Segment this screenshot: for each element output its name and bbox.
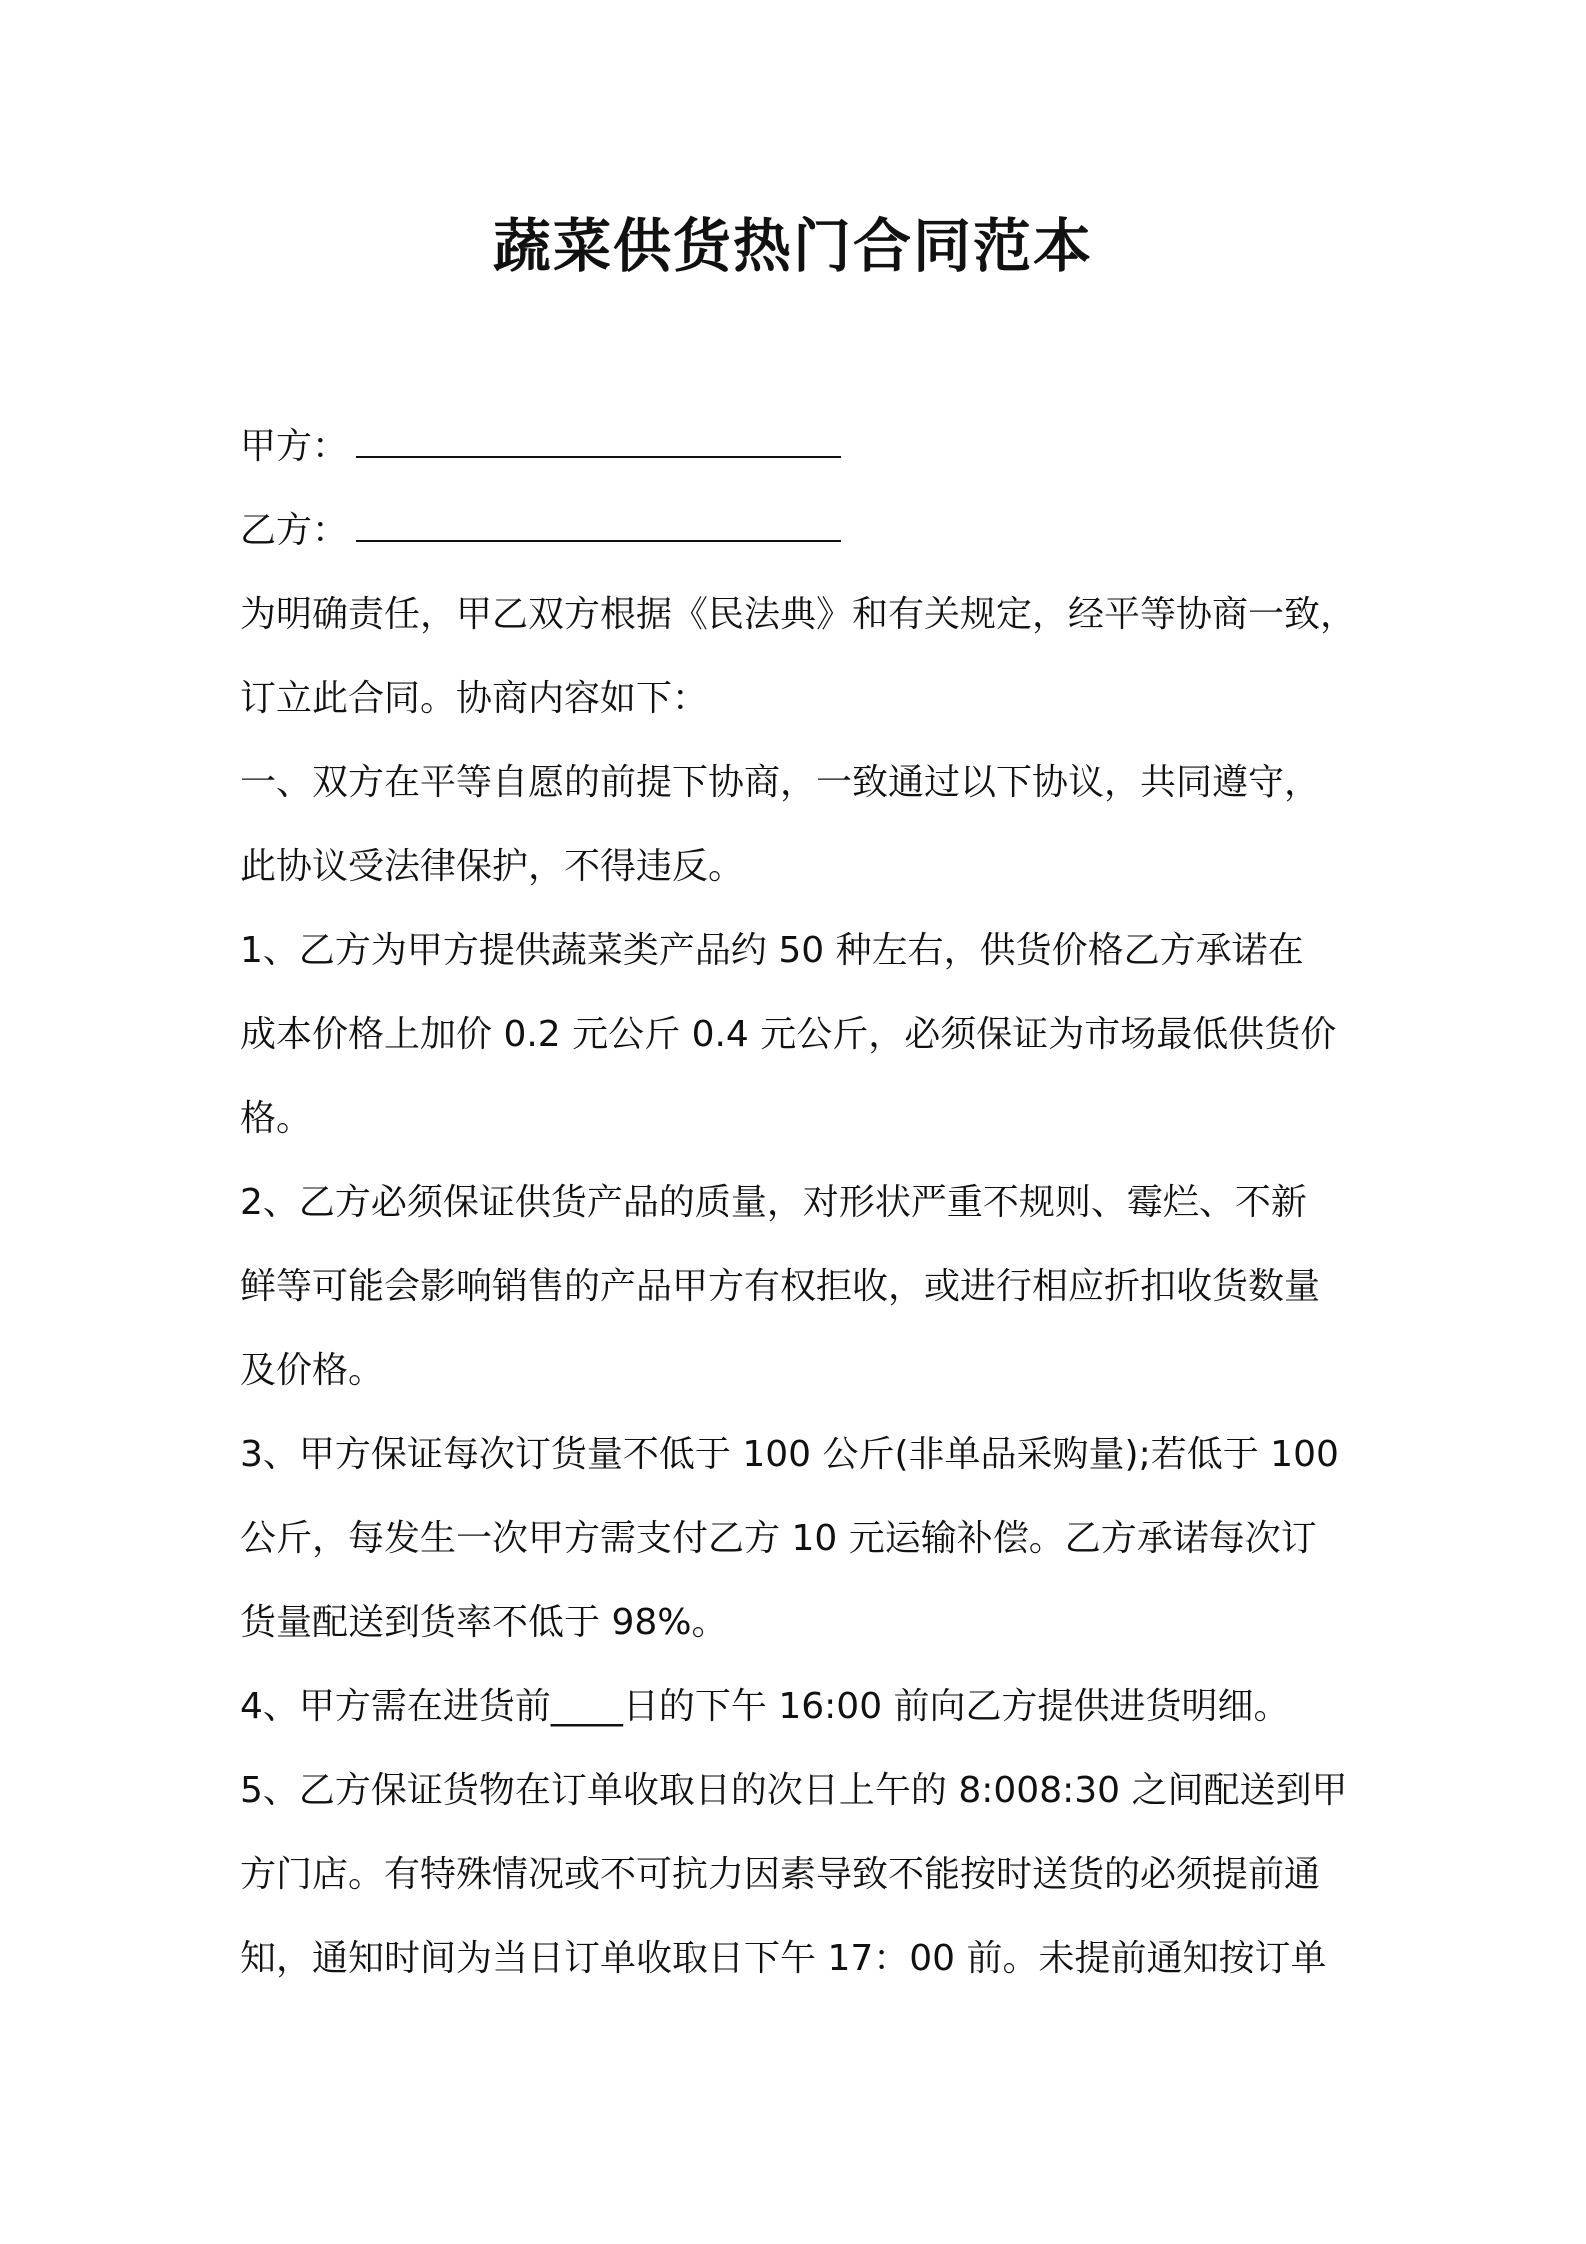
party-a-line [240, 405, 1360, 489]
paragraph-line: 3、甲方保证每次订货量不低于 100 公斤(非单品采购量);若低于 100 [240, 1434, 1339, 1475]
party-a-blank [356, 422, 841, 458]
paragraph-line: 成本价格上加价 0.2 元公斤 0.4 元公斤，必须保证为市场最低供货价 [240, 1014, 1337, 1055]
paragraph-line: 知，通知时间为当日订单收取日下午 17：00 前。未提前通知按订单 [240, 1938, 1327, 1979]
party-b-label: 乙方： [240, 510, 349, 551]
paragraph-line: 2、乙方必须保证供货产品的质量，对形状严重不规则、霉烂、不新 [240, 1182, 1307, 1223]
paragraph-line: 及价格。 [240, 1350, 385, 1391]
paragraph-line: 4、甲方需在进货前____日的下午 16:00 前向乙方提供进货明细。 [240, 1686, 1290, 1727]
party-a-label: 甲方： [240, 426, 349, 467]
paragraph-line: 5、乙方保证货物在订单收取日的次日上午的 8:008:30 之间配送到甲 [240, 1770, 1348, 1811]
party-b-line [240, 489, 1360, 573]
paragraph-line: 订立此合同。协商内容如下： [240, 678, 709, 719]
paragraph-line: 为明确责任，甲乙双方根据《民法典》和有关规定，经平等协商一致， [240, 594, 1357, 635]
document-body [240, 405, 1360, 2001]
paragraph-line: 公斤，每发生一次甲方需支付乙方 10 元运输补偿。乙方承诺每次订 [240, 1518, 1317, 1559]
paragraph-line: 一、双方在平等自愿的前提下协商，一致通过以下协议，共同遵守， [240, 762, 1321, 803]
document-title: 蔬菜供货热门合同范本 [492, 212, 1093, 280]
paragraph-line: 鲜等可能会影响销售的产品甲方有权拒收，或进行相应折扣收货数量 [240, 1266, 1321, 1307]
party-b-blank [356, 506, 841, 542]
paragraph-line: 此协议受法律保护，不得违反。 [240, 846, 745, 887]
paragraph-line: 方门店。有特殊情况或不可抗力因素导致不能按时送货的必须提前通 [240, 1854, 1321, 1895]
paragraph-line: 1、乙方为甲方提供蔬菜类产品约 50 种左右，供货价格乙方承诺在 [240, 930, 1304, 971]
paragraph-line: 格。 [240, 1098, 313, 1139]
paragraph-line: 货量配送到货率不低于 98%。 [240, 1602, 728, 1643]
